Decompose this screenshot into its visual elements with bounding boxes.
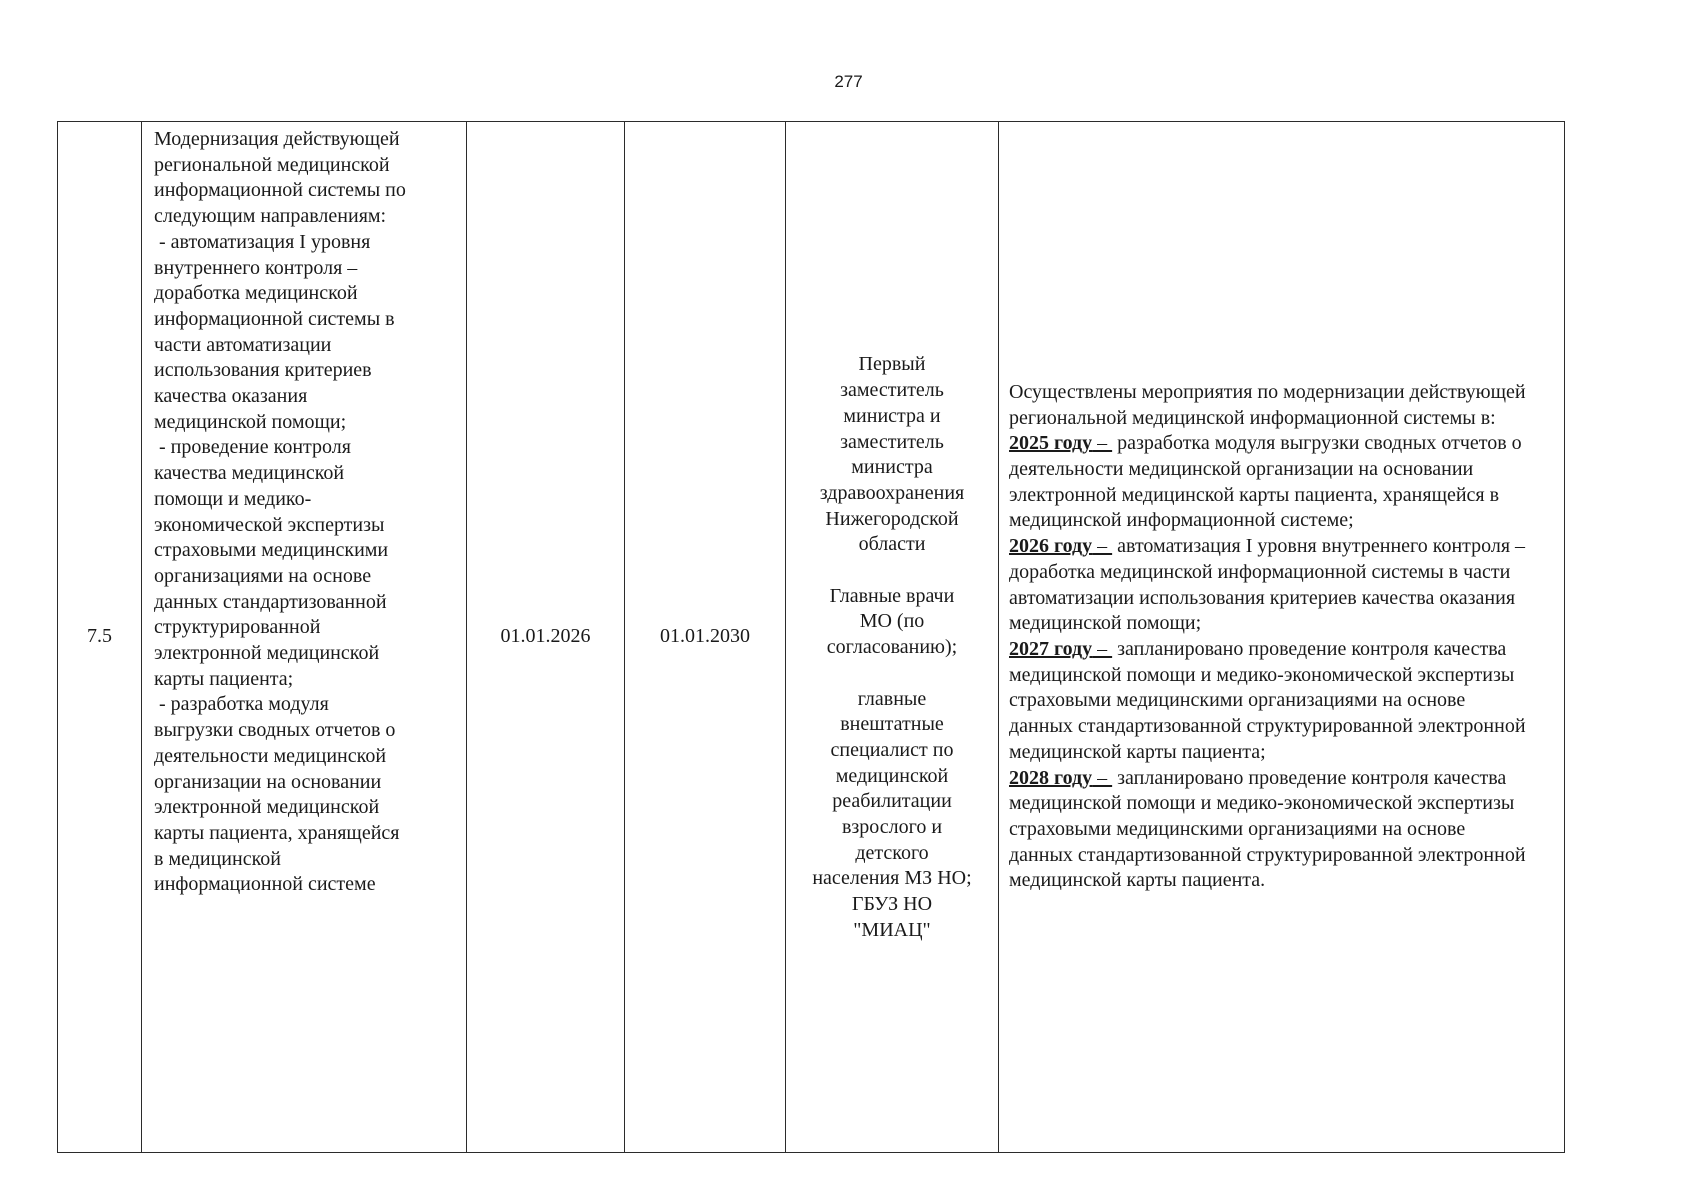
description-line: информационной системы в — [154, 307, 395, 330]
result-item-text: запланировано проведение контроля качества — [1112, 766, 1507, 789]
table-row — [58, 122, 1565, 1153]
description-line: - автоматизация I уровня — [154, 230, 371, 253]
description-line: деятельности медицинской — [154, 744, 387, 767]
result-item-line: данных стандартизованной структурированной электронной — [1009, 843, 1526, 866]
year-label: 2028 году — [1009, 766, 1093, 789]
result-item-line: автоматизации использования критериев качества оказания — [1009, 586, 1516, 609]
end-date: 01.01.2030 — [660, 625, 750, 648]
result-item-line: медицинской информационной системе; — [1009, 509, 1354, 532]
description-line: использования критериев — [154, 359, 372, 382]
description-line: качества медицинской — [154, 462, 345, 485]
spacer — [792, 558, 992, 584]
responsible-line: заместитель — [840, 379, 944, 402]
description-line: части автоматизации — [154, 333, 332, 356]
year-dash: – — [1092, 766, 1113, 789]
description-line: экономической экспертизы — [154, 513, 385, 536]
year-label: 2025 году — [1009, 432, 1093, 455]
end-date-cell — [625, 122, 786, 1153]
result-intro-line: региональной медицинской информационной системы в: — [1009, 406, 1496, 429]
row-number-cell — [58, 122, 142, 1153]
responsible-line: МО (по — [859, 610, 925, 633]
result-item-text: автоматизация I уровня внутреннего контроля – — [1112, 535, 1526, 558]
responsible-cell — [786, 122, 999, 1153]
responsible-line: ГБУЗ НО — [851, 893, 933, 916]
description-line: внутреннего контроля – — [154, 256, 358, 279]
start-date: 01.01.2026 — [500, 625, 591, 648]
responsible-block — [792, 352, 992, 558]
result-item-first-line — [1009, 431, 1552, 457]
result-item-line: страховыми медицинскими организациями на основе — [1009, 817, 1466, 840]
responsible-line: внештатные — [840, 713, 944, 736]
responsible-line: "МИАЦ" — [853, 918, 931, 941]
responsible-line: здравоохранения — [819, 481, 965, 504]
year-dash: – — [1092, 432, 1113, 455]
description-line: региональной медицинской — [154, 153, 390, 176]
result-item-text: разработка модуля выгрузки сводных отчетов о — [1112, 432, 1522, 455]
result-item-first-line — [1009, 766, 1552, 792]
responsible-line: населения МЗ НО; — [812, 867, 972, 890]
responsible-line: взрослого и — [841, 816, 943, 839]
measures-table — [57, 121, 1565, 1153]
description-line: - разработка модуля — [154, 693, 329, 716]
description-line: доработка медицинской — [154, 282, 358, 305]
result-item-line: медицинской карты пациента; — [1009, 740, 1266, 763]
description-line: помощи и медико- — [154, 487, 312, 510]
result-item-line: медицинской помощи и медико-экономической экспертизы — [1009, 663, 1515, 686]
responsible-line: министра — [851, 456, 933, 479]
responsible-line: министра и — [843, 404, 941, 427]
responsible-line: Нижегородской — [825, 507, 959, 530]
description-line: организациями на основе — [154, 564, 372, 587]
start-date-cell — [467, 122, 625, 1153]
responsible-block — [792, 687, 992, 944]
result-item-text: запланировано проведение контроля качества — [1112, 638, 1507, 660]
responsible-line: специалист по — [830, 738, 954, 761]
responsible-line: реабилитации — [832, 790, 952, 813]
description-line: информационной системы по — [154, 179, 406, 202]
result-item-first-line — [1009, 637, 1552, 663]
description-line: информационной системе — [154, 873, 376, 896]
result-item-line: медицинской карты пациента. — [1009, 869, 1266, 892]
responsible-line: заместитель — [840, 430, 944, 453]
result-item-line: медицинской помощи; — [1009, 612, 1202, 635]
result-item-line: деятельности медицинской организации на основании — [1009, 458, 1474, 481]
year-dash: – — [1092, 638, 1113, 660]
responsible-line: области — [858, 533, 926, 556]
result-item-line: страховыми медицинскими организациями на основе — [1009, 689, 1466, 712]
description-line: структурированной — [154, 616, 321, 639]
description-line: страховыми медицинскими — [154, 539, 389, 562]
responsible-line: Первый — [858, 353, 926, 376]
year-label: 2027 году — [1009, 638, 1093, 660]
responsible-line: согласованию); — [826, 636, 958, 659]
responsible-line: Главные врачи — [829, 584, 955, 607]
result-item-line: данных стандартизованной структурированной электронной — [1009, 715, 1526, 738]
result-item-line: доработка медицинской информационной системы в части — [1009, 560, 1511, 583]
page-number: 277 — [834, 72, 863, 91]
description-line: следующим направлениям: — [154, 205, 387, 228]
row-number: 7.5 — [87, 625, 112, 648]
description-line: качества оказания — [154, 385, 308, 408]
description-line: - проведение контроля — [154, 436, 351, 459]
responsible-line: главные — [857, 687, 927, 710]
responsible-line: медицинской — [835, 764, 949, 787]
year-label: 2026 году — [1009, 535, 1093, 558]
description-line: электронной медицинской — [154, 796, 380, 819]
description-line: организации на основании — [154, 770, 382, 793]
result-item-line: медицинской помощи и медико-экономической экспертизы — [1009, 792, 1515, 815]
result-cell — [999, 122, 1565, 1153]
result-item-first-line — [1009, 534, 1552, 560]
description-line: Модернизация действующей — [154, 128, 400, 150]
result-item-line: электронной медицинской карты пациента, хранящейся в — [1009, 483, 1500, 506]
description-line: карты пациента; — [154, 667, 294, 690]
description-line: медицинской помощи; — [154, 410, 347, 433]
description-line: электронной медицинской — [154, 642, 380, 665]
result-intro-line: Осуществлены мероприятия по модернизации действующей — [1009, 380, 1526, 403]
responsible-line: детского — [855, 841, 929, 864]
description-line: данных стандартизованной — [154, 590, 387, 613]
year-dash: – — [1092, 535, 1113, 558]
description-line: карты пациента, хранящейся — [154, 821, 400, 844]
description-line: выгрузки сводных отчетов о — [154, 719, 396, 742]
description-line: в медицинской — [154, 847, 281, 870]
responsible-block — [792, 584, 992, 661]
spacer — [792, 661, 992, 687]
description-cell — [142, 122, 467, 1153]
